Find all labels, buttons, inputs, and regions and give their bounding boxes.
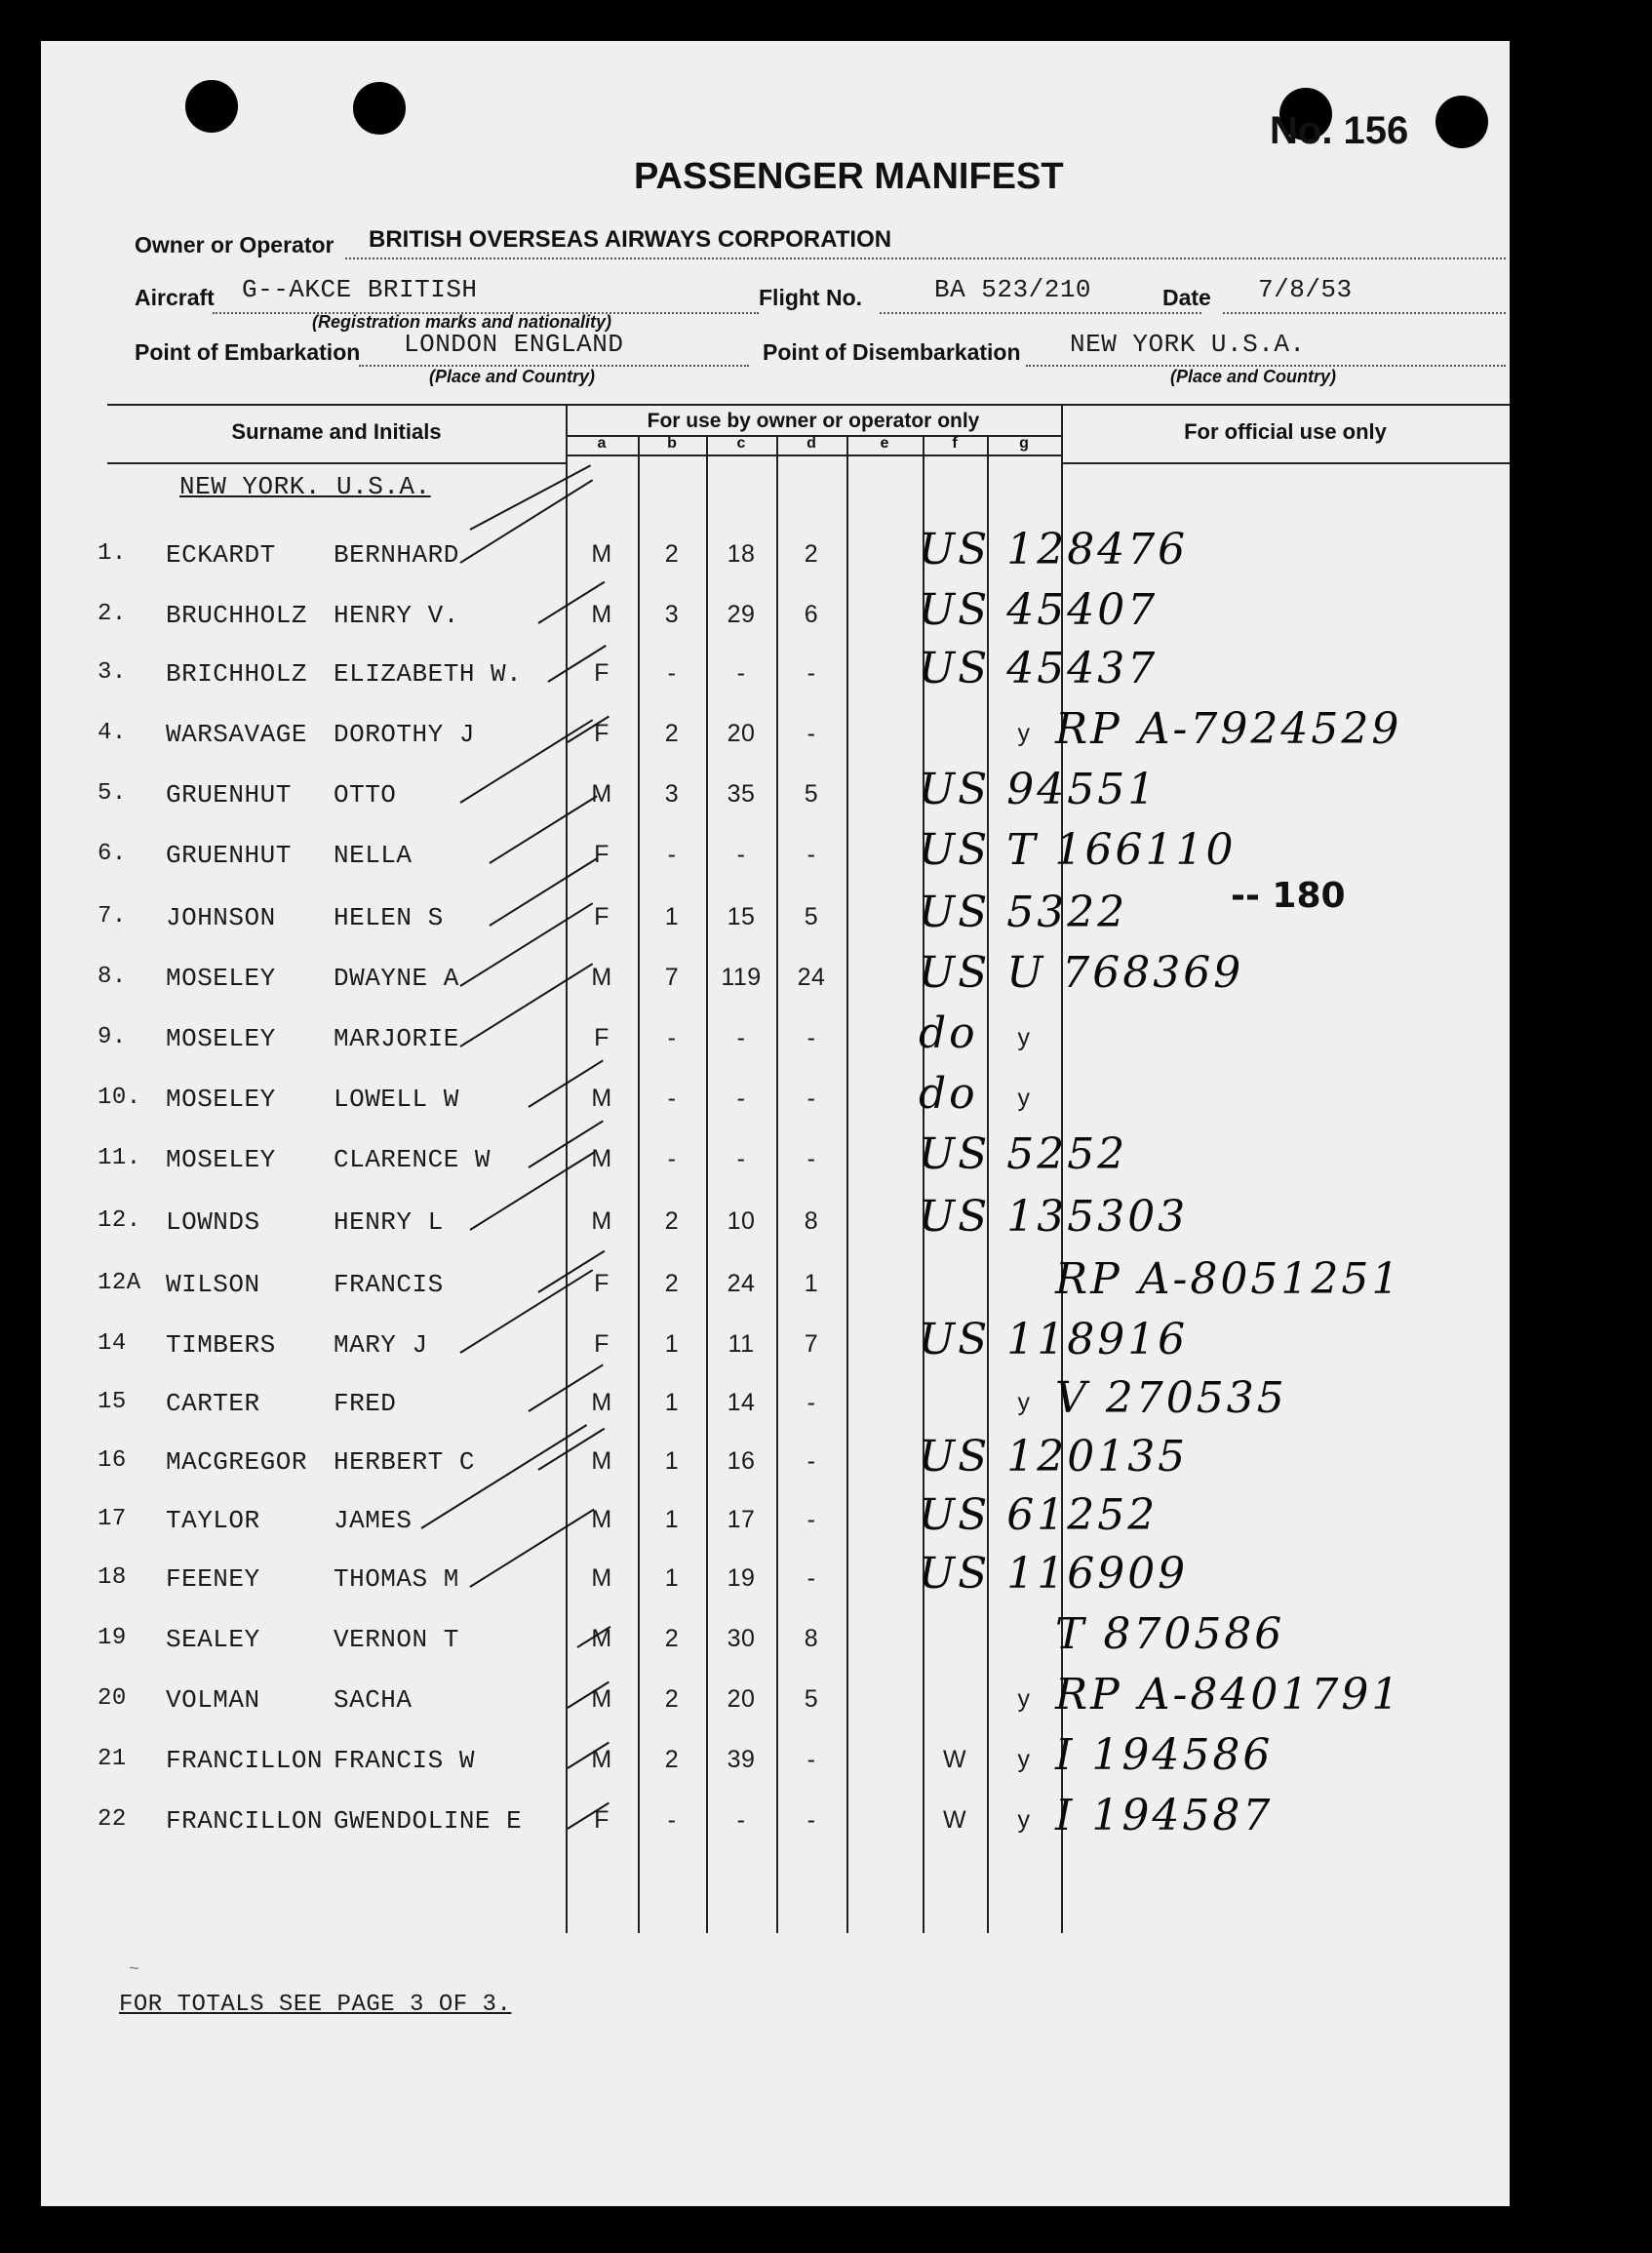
- cell-a: F: [594, 659, 610, 687]
- cell-g: y: [1017, 1746, 1031, 1773]
- row-number: 17: [98, 1506, 127, 1532]
- cell-b: -: [667, 1806, 677, 1834]
- embarkation-value: LONDON ENGLAND: [404, 330, 624, 359]
- cell-c: 19: [727, 1564, 756, 1592]
- official-passport-number: do: [919, 1069, 978, 1119]
- cell-b: -: [667, 1024, 677, 1051]
- passenger-surname: FRANCILLON: [166, 1806, 324, 1836]
- row-number: 16: [98, 1447, 127, 1474]
- disembarkation-value: NEW YORK U.S.A.: [1070, 330, 1306, 359]
- cell-g: y: [1017, 1685, 1031, 1713]
- cell-d: 6: [804, 601, 819, 628]
- cell-d: -: [806, 841, 816, 868]
- row-number: 20: [98, 1685, 127, 1712]
- sub-column-d: d: [806, 435, 816, 452]
- passenger-given-names: HENRY V.: [334, 601, 459, 630]
- cell-c: 14: [727, 1389, 756, 1416]
- row-number: 22: [98, 1806, 127, 1833]
- cell-b: 2: [664, 720, 680, 747]
- row-number: 15: [98, 1389, 127, 1415]
- cell-d: -: [806, 1447, 816, 1475]
- cell-a: M: [591, 601, 612, 628]
- cell-c: -: [736, 841, 746, 868]
- cell-c: 119: [721, 964, 762, 991]
- cell-d: 8: [804, 1625, 819, 1652]
- punch-hole: [1436, 96, 1488, 148]
- passenger-given-names: SACHA: [334, 1685, 413, 1715]
- cell-f: W: [942, 1806, 967, 1834]
- row-number: 2.: [98, 601, 127, 627]
- date-label: Date: [1162, 285, 1211, 310]
- cell-a: F: [594, 903, 610, 930]
- row-number: 4.: [98, 720, 127, 746]
- manifest-number: No. 156: [1270, 109, 1409, 152]
- cell-c: 11: [728, 1330, 755, 1358]
- official-passport-number: V 270535: [1055, 1373, 1287, 1423]
- aircraft-label: Aircraft: [135, 285, 215, 310]
- cell-d: 1: [804, 1270, 819, 1297]
- passenger-surname: ECKARDT: [166, 540, 276, 570]
- cell-a: F: [594, 720, 610, 747]
- passenger-given-names: OTTO: [334, 780, 397, 810]
- passenger-surname: MOSELEY: [166, 964, 276, 993]
- cell-d: -: [806, 1024, 816, 1051]
- passenger-surname: BRUCHHOLZ: [166, 601, 307, 630]
- cell-d: 8: [804, 1207, 819, 1235]
- cell-a: M: [591, 780, 612, 808]
- cell-b: 3: [664, 601, 680, 628]
- cell-b: 2: [664, 1625, 680, 1652]
- passenger-surname: GRUENHUT: [166, 841, 292, 870]
- passenger-surname: SEALEY: [166, 1625, 260, 1654]
- row-number: 11.: [98, 1145, 141, 1171]
- cell-g: y: [1017, 1085, 1031, 1112]
- cell-c: 17: [727, 1506, 756, 1533]
- cell-b: 2: [664, 1207, 680, 1235]
- cell-b: -: [667, 1145, 677, 1172]
- passenger-given-names: THOMAS M: [334, 1564, 459, 1594]
- cell-c: 39: [727, 1746, 756, 1773]
- owner-label: Owner or Operator: [135, 232, 334, 257]
- official-passport-number: US 128476: [919, 525, 1189, 574]
- sub-column-b: b: [667, 435, 677, 452]
- passenger-given-names: JAMES: [334, 1506, 413, 1535]
- passenger-given-names: ELIZABETH W.: [334, 659, 523, 689]
- flight-value: BA 523/210: [934, 275, 1092, 304]
- cell-a: M: [591, 1625, 612, 1652]
- official-passport-number: US 5252: [919, 1129, 1128, 1179]
- cell-b: 2: [664, 1685, 680, 1713]
- margin-note: -- 180: [1231, 876, 1346, 916]
- cell-a: F: [594, 1806, 610, 1834]
- cell-b: 1: [664, 1389, 680, 1416]
- cell-c: -: [736, 1024, 746, 1051]
- cell-b: 1: [664, 1330, 680, 1358]
- cell-c: 20: [727, 720, 756, 747]
- cell-a: M: [591, 1145, 612, 1172]
- cell-a: F: [594, 841, 610, 868]
- cell-d: 5: [804, 1685, 819, 1713]
- cell-d: -: [806, 1806, 816, 1834]
- cell-d: -: [806, 1506, 816, 1533]
- cell-a: M: [591, 964, 612, 991]
- official-passport-number: US T 166110: [919, 825, 1237, 875]
- official-passport-number: US 94551: [919, 765, 1159, 814]
- cell-d: -: [806, 1085, 816, 1112]
- official-passport-number: US 118916: [919, 1315, 1189, 1364]
- cell-g: y: [1017, 720, 1031, 747]
- passenger-given-names: LOWELL W: [334, 1085, 459, 1114]
- section-heading: NEW YORK. U.S.A.: [179, 472, 431, 501]
- cell-a: M: [591, 1207, 612, 1235]
- passenger-surname: VOLMAN: [166, 1685, 260, 1715]
- cell-a: M: [591, 1447, 612, 1475]
- cell-g: y: [1017, 1389, 1031, 1416]
- passenger-surname: CARTER: [166, 1389, 260, 1418]
- surname-column-header: Surname and Initials: [231, 419, 442, 444]
- official-passport-number: I 194586: [1055, 1730, 1274, 1780]
- cell-a: M: [591, 1085, 612, 1112]
- row-number: 12.: [98, 1207, 141, 1234]
- cell-a: M: [591, 540, 612, 568]
- date-value: 7/8/53: [1258, 275, 1353, 304]
- row-number: 9.: [98, 1024, 127, 1050]
- passenger-surname: FEENEY: [166, 1564, 260, 1594]
- registration-note: (Registration marks and nationality): [312, 312, 612, 332]
- passenger-given-names: DOROTHY J: [334, 720, 475, 749]
- faint-stamp: ~: [129, 1958, 139, 1978]
- official-passport-number: US 45437: [919, 644, 1159, 693]
- cell-b: 2: [664, 540, 680, 568]
- passenger-surname: FRANCILLON: [166, 1746, 324, 1775]
- cell-c: 30: [727, 1625, 756, 1652]
- cell-c: 16: [727, 1447, 756, 1475]
- cell-d: -: [806, 659, 816, 687]
- cell-c: 24: [727, 1270, 756, 1297]
- cell-f: W: [942, 1746, 967, 1773]
- passenger-surname: MOSELEY: [166, 1085, 276, 1114]
- row-number: 1.: [98, 540, 127, 567]
- check-mark: [420, 1424, 587, 1529]
- passenger-surname: LOWNDS: [166, 1207, 260, 1237]
- cell-c: 15: [727, 903, 756, 930]
- cell-d: 2: [804, 540, 819, 568]
- cell-b: 1: [664, 903, 680, 930]
- cell-c: -: [736, 1085, 746, 1112]
- sub-column-f: f: [952, 435, 958, 452]
- cell-a: M: [591, 1506, 612, 1533]
- cell-a: F: [594, 1024, 610, 1051]
- cell-c: -: [736, 659, 746, 687]
- official-passport-number: US 120135: [919, 1432, 1189, 1482]
- passenger-given-names: HERBERT C: [334, 1447, 475, 1477]
- cell-b: 1: [664, 1564, 680, 1592]
- operator-column-header: For use by owner or operator only: [647, 410, 980, 432]
- cell-b: 1: [664, 1506, 680, 1533]
- passenger-surname: WILSON: [166, 1270, 260, 1299]
- passenger-surname: WARSAVAGE: [166, 720, 307, 749]
- cell-b: -: [667, 659, 677, 687]
- passenger-surname: MOSELEY: [166, 1145, 276, 1174]
- passenger-given-names: HELEN S: [334, 903, 444, 932]
- row-number: 12A: [98, 1270, 141, 1296]
- passenger-surname: MACGREGOR: [166, 1447, 307, 1477]
- row-number: 19: [98, 1625, 127, 1651]
- totals-note: FOR TOTALS SEE PAGE 3 OF 3.: [119, 1992, 512, 2018]
- cell-d: 7: [804, 1330, 819, 1358]
- disembarkation-label: Point of Disembarkation: [763, 339, 1021, 365]
- passenger-given-names: FRED: [334, 1389, 397, 1418]
- punch-hole: [353, 82, 406, 135]
- passenger-given-names: GWENDOLINE E: [334, 1806, 523, 1836]
- cell-d: -: [806, 720, 816, 747]
- passenger-given-names: VERNON T: [334, 1625, 459, 1654]
- cell-c: -: [736, 1806, 746, 1834]
- cell-d: -: [806, 1746, 816, 1773]
- cell-c: 10: [727, 1207, 756, 1235]
- passenger-surname: TAYLOR: [166, 1506, 260, 1535]
- cell-c: 18: [727, 540, 756, 568]
- official-passport-number: US 61252: [919, 1490, 1159, 1540]
- cell-d: -: [806, 1564, 816, 1592]
- embarkation-note: (Place and Country): [429, 367, 596, 386]
- passenger-given-names: MARJORIE: [334, 1024, 459, 1053]
- passenger-given-names: HENRY L: [334, 1207, 444, 1237]
- aircraft-value: G--AKCE BRITISH: [242, 275, 478, 304]
- cell-d: 24: [797, 964, 826, 991]
- cell-c: 35: [727, 780, 756, 808]
- cell-c: 29: [727, 601, 756, 628]
- passenger-surname: JOHNSON: [166, 903, 276, 932]
- passenger-surname: GRUENHUT: [166, 780, 292, 810]
- row-number: 21: [98, 1746, 127, 1772]
- official-column-header: For official use only: [1184, 419, 1387, 444]
- passenger-given-names: DWAYNE A: [334, 964, 459, 993]
- punch-hole: [185, 80, 238, 133]
- official-passport-number: RP A-8051251: [1055, 1254, 1402, 1304]
- row-number: 6.: [98, 841, 127, 867]
- passenger-surname: MOSELEY: [166, 1024, 276, 1053]
- cell-b: -: [667, 1085, 677, 1112]
- passenger-given-names: BERNHARD: [334, 540, 459, 570]
- cell-b: 1: [664, 1447, 680, 1475]
- cell-b: 2: [664, 1746, 680, 1773]
- row-number: 18: [98, 1564, 127, 1591]
- row-number: 14: [98, 1330, 127, 1357]
- cell-a: M: [591, 1685, 612, 1713]
- row-number: 7.: [98, 903, 127, 929]
- official-passport-number: US U 768369: [919, 948, 1244, 998]
- cell-g: y: [1017, 1806, 1031, 1834]
- sub-column-e: e: [880, 435, 889, 452]
- passenger-surname: TIMBERS: [166, 1330, 276, 1360]
- cell-b: 7: [664, 964, 680, 991]
- cell-a: M: [591, 1746, 612, 1773]
- row-number: 3.: [98, 659, 127, 686]
- passenger-surname: BRICHHOLZ: [166, 659, 307, 689]
- row-number: 10.: [98, 1085, 141, 1111]
- row-number: 5.: [98, 780, 127, 807]
- official-passport-number: do: [919, 1008, 978, 1058]
- cell-a: F: [594, 1270, 610, 1297]
- page-title: PASSENGER MANIFEST: [634, 156, 1064, 197]
- cell-c: 20: [727, 1685, 756, 1713]
- official-passport-number: RP A-7924529: [1055, 704, 1402, 754]
- cell-b: -: [667, 841, 677, 868]
- cell-a: F: [594, 1330, 610, 1358]
- cell-a: M: [591, 1389, 612, 1416]
- cell-c: -: [736, 1145, 746, 1172]
- cell-d: -: [806, 1389, 816, 1416]
- cell-d: -: [806, 1145, 816, 1172]
- passenger-given-names: FRANCIS: [334, 1270, 444, 1299]
- official-passport-number: RP A-8401791: [1055, 1670, 1402, 1719]
- cell-d: 5: [804, 780, 819, 808]
- official-passport-number: US 116909: [919, 1549, 1189, 1599]
- cell-a: M: [591, 1564, 612, 1592]
- cell-d: 5: [804, 903, 819, 930]
- sub-column-c: c: [736, 435, 746, 452]
- passenger-given-names: NELLA: [334, 841, 413, 870]
- sub-column-g: g: [1019, 435, 1029, 452]
- embarkation-label: Point of Embarkation: [135, 339, 361, 365]
- row-number: 8.: [98, 964, 127, 990]
- flight-label: Flight No.: [759, 285, 863, 310]
- cell-g: y: [1017, 1024, 1031, 1051]
- owner-value: BRITISH OVERSEAS AIRWAYS CORPORATION: [369, 226, 892, 253]
- manifest-page: [41, 41, 1510, 2206]
- sub-column-a: a: [597, 435, 607, 452]
- official-passport-number: T 870586: [1055, 1609, 1285, 1659]
- official-passport-number: US 5322: [919, 888, 1128, 937]
- official-passport-number: I 194587: [1055, 1791, 1274, 1840]
- passenger-given-names: CLARENCE W: [334, 1145, 492, 1174]
- disembarkation-note: (Place and Country): [1170, 367, 1337, 386]
- official-passport-number: US 45407: [919, 585, 1159, 635]
- passenger-given-names: FRANCIS W: [334, 1746, 475, 1775]
- passenger-given-names: MARY J: [334, 1330, 428, 1360]
- cell-b: 2: [664, 1270, 680, 1297]
- cell-b: 3: [664, 780, 680, 808]
- official-passport-number: US 135303: [919, 1192, 1189, 1242]
